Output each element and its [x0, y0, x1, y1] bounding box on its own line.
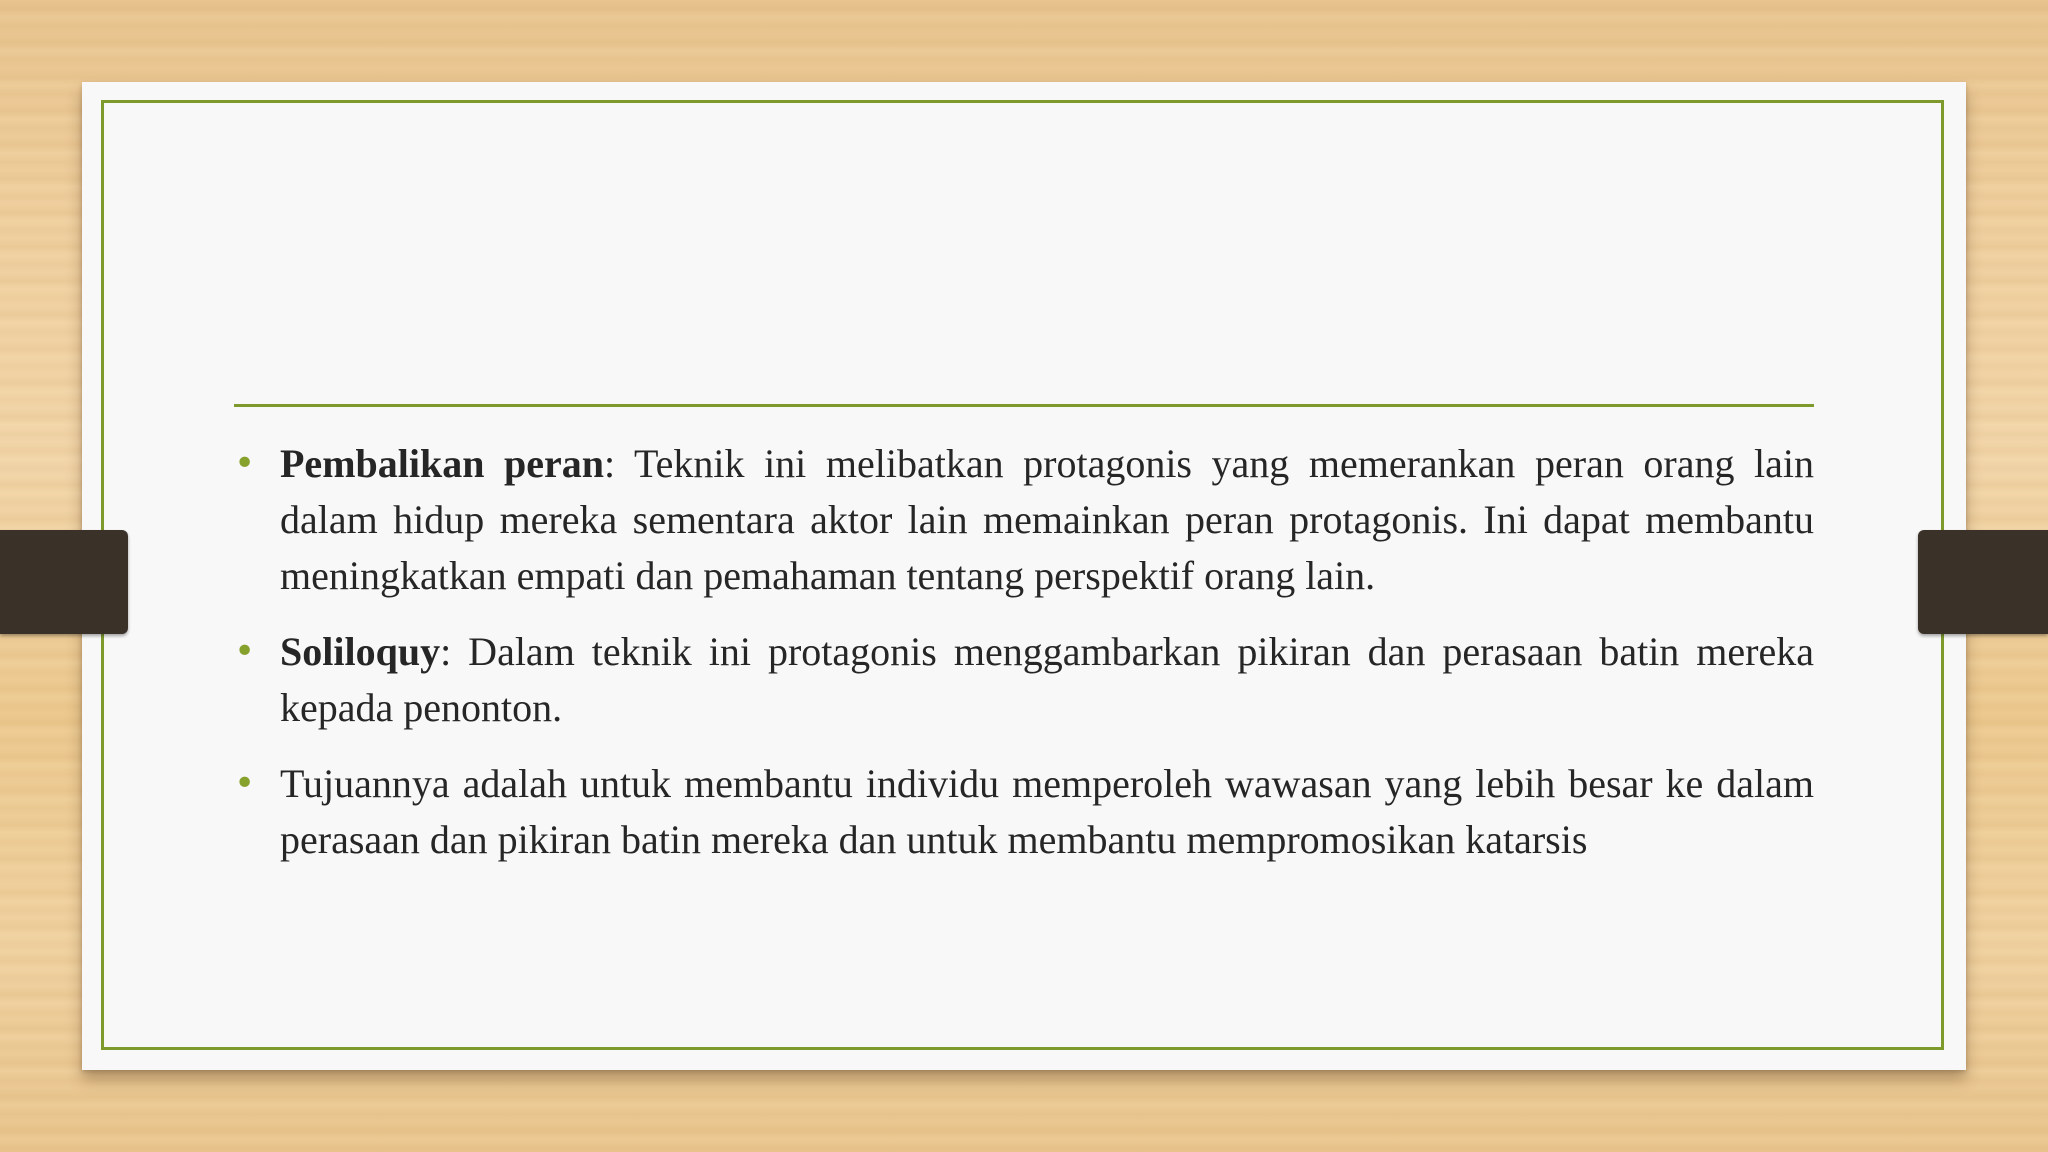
bullet-item-tujuannya — [234, 756, 1814, 868]
title-divider-line — [234, 404, 1814, 407]
slide-content — [234, 436, 1814, 888]
bullet-text: : Dalam teknik ini protagonis menggambarkan pikiran dan perasaan batin mereka kepada penonton. — [280, 629, 1814, 730]
bullet-term: Pembalikan peran — [280, 441, 605, 486]
bullet-term: Soliloquy — [280, 629, 441, 674]
bullet-icon: • — [234, 631, 256, 672]
right-binder-clip — [1918, 530, 2048, 634]
bullet-item-pembalikan-peran — [234, 436, 1814, 604]
bullet-item-soliloquy — [234, 624, 1814, 736]
left-binder-clip — [0, 530, 128, 634]
bullet-text: : Teknik ini melibatkan protagonis yang memerankan peran orang lain dalam hidup mereka sementara aktor lain memainkan peran protagonis. Ini dapat membantu meningkatkan empati dan pemahaman tentang perspektif orang lain. — [280, 441, 1815, 598]
bullet-icon: • — [234, 763, 256, 804]
bullet-text: Tujuannya adalah untuk membantu individu memperoleh wawasan yang lebih besar ke dalam perasaan dan pikiran batin mereka dan untuk membantu mempromosikan katarsis — [280, 761, 1814, 862]
bullet-icon: • — [234, 443, 256, 484]
